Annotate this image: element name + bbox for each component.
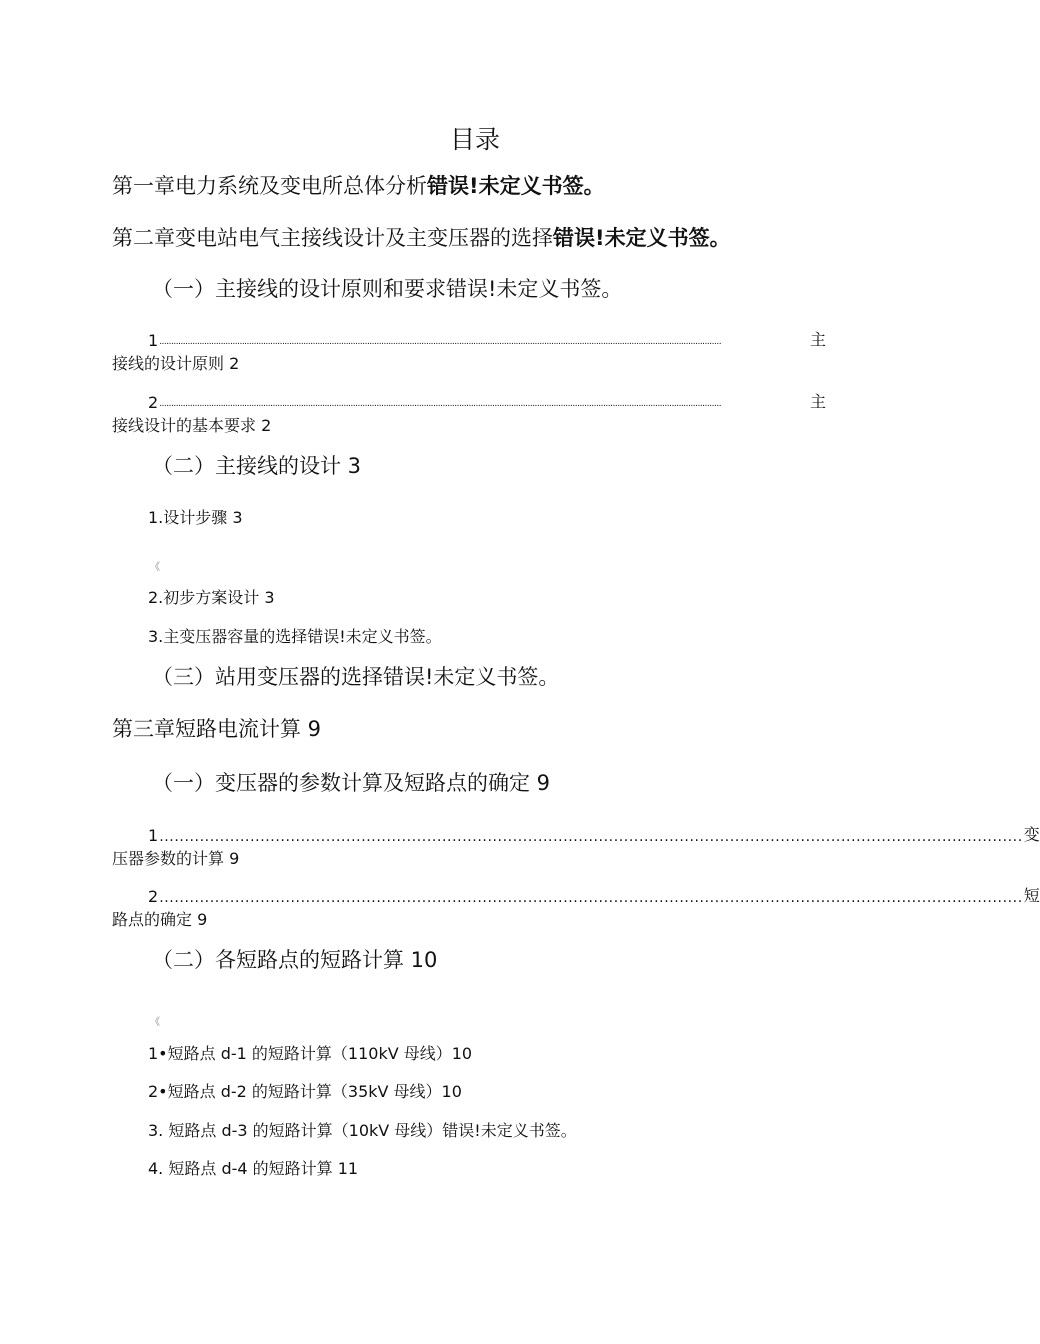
toc-entry-number: 1 [148,331,159,350]
toc-title: 目录 [449,125,500,154]
toc-entry-2-2-1[interactable]: 1.设计步骤 3 [148,508,243,527]
toc-entry-number: 2 [148,393,159,412]
toc-entry-2-2-2[interactable]: 2.初步方案设计 3 [148,588,275,607]
toc-chapter-2-text: 第二章变电站电气主接线设计及主变压器的选择 [112,226,553,250]
toc-entry-3-1-1-cont: 压器参数的计算 9 [112,849,240,868]
toc-entry-2-1-2-cont: 接线设计的基本要求 2 [112,416,272,435]
toc-entry-3-1-1[interactable] [148,822,1040,845]
toc-chapter-3[interactable]: 第三章短路电流计算 9 [112,717,322,741]
toc-section-2-3[interactable]: （三）站用变压器的选择错误!未定义书签。 [152,665,560,689]
toc-chapter-1-text: 第一章电力系统及变电所总体分析 [112,174,427,198]
dot-leader: ........................................................................................................................................................................... [159,890,1023,906]
toc-chapter-2-error: 错误!未定义书签。 [553,226,731,250]
toc-entry-tail: 短 [1023,886,1040,905]
toc-section-2-1[interactable]: （一）主接线的设计原则和要求错误!未定义书签。 [152,277,623,301]
toc-entry-3-2-4[interactable]: 4. 短路点 d-4 的短路计算 11 [148,1159,359,1178]
toc-entry-2-1-2[interactable] [148,389,826,412]
toc-section-2-2[interactable]: （二）主接线的设计 3 [152,454,362,478]
dot-leader: ........................................................................................................................................................................... [159,829,1023,845]
toc-entry-2-1-1[interactable] [148,327,826,350]
toc-section-3-1[interactable]: （一）变压器的参数计算及短路点的确定 9 [152,771,551,795]
stray-mark: 《 [150,562,160,573]
toc-entry-3-2-3[interactable]: 3. 短路点 d-3 的短路计算（10kV 母线）错误!未定义书签。 [148,1121,577,1140]
dot-leader: .............................................................................................................................................................................................................................................. [159,399,722,409]
toc-entry-number: 2 [148,887,159,906]
toc-entry-tail: 变 [1023,825,1040,844]
toc-entry-3-2-1[interactable]: 1•短路点 d-1 的短路计算（110kV 母线）10 [148,1044,473,1063]
toc-entry-number: 1 [148,826,159,845]
toc-entry-tail: 主 [809,392,826,411]
dot-leader: .............................................................................................................................................................................................................................................. [159,337,722,347]
toc-entry-3-1-2[interactable] [148,883,1040,906]
toc-entry-2-1-1-cont: 接线的设计原则 2 [112,354,240,373]
toc-section-3-2[interactable]: （二）各短路点的短路计算 10 [152,948,438,972]
toc-entry-tail: 主 [809,330,826,349]
toc-chapter-1-error: 错误!未定义书签。 [427,174,605,198]
toc-chapter-1[interactable] [112,170,605,200]
stray-mark: 《 [150,1017,160,1028]
toc-entry-3-2-2[interactable]: 2•短路点 d-2 的短路计算（35kV 母线）10 [148,1082,462,1101]
toc-entry-3-1-2-cont: 路点的确定 9 [112,910,208,929]
toc-entry-2-2-3[interactable]: 3.主变压器容量的选择错误!未定义书签。 [148,627,442,646]
toc-chapter-2[interactable] [112,222,731,252]
